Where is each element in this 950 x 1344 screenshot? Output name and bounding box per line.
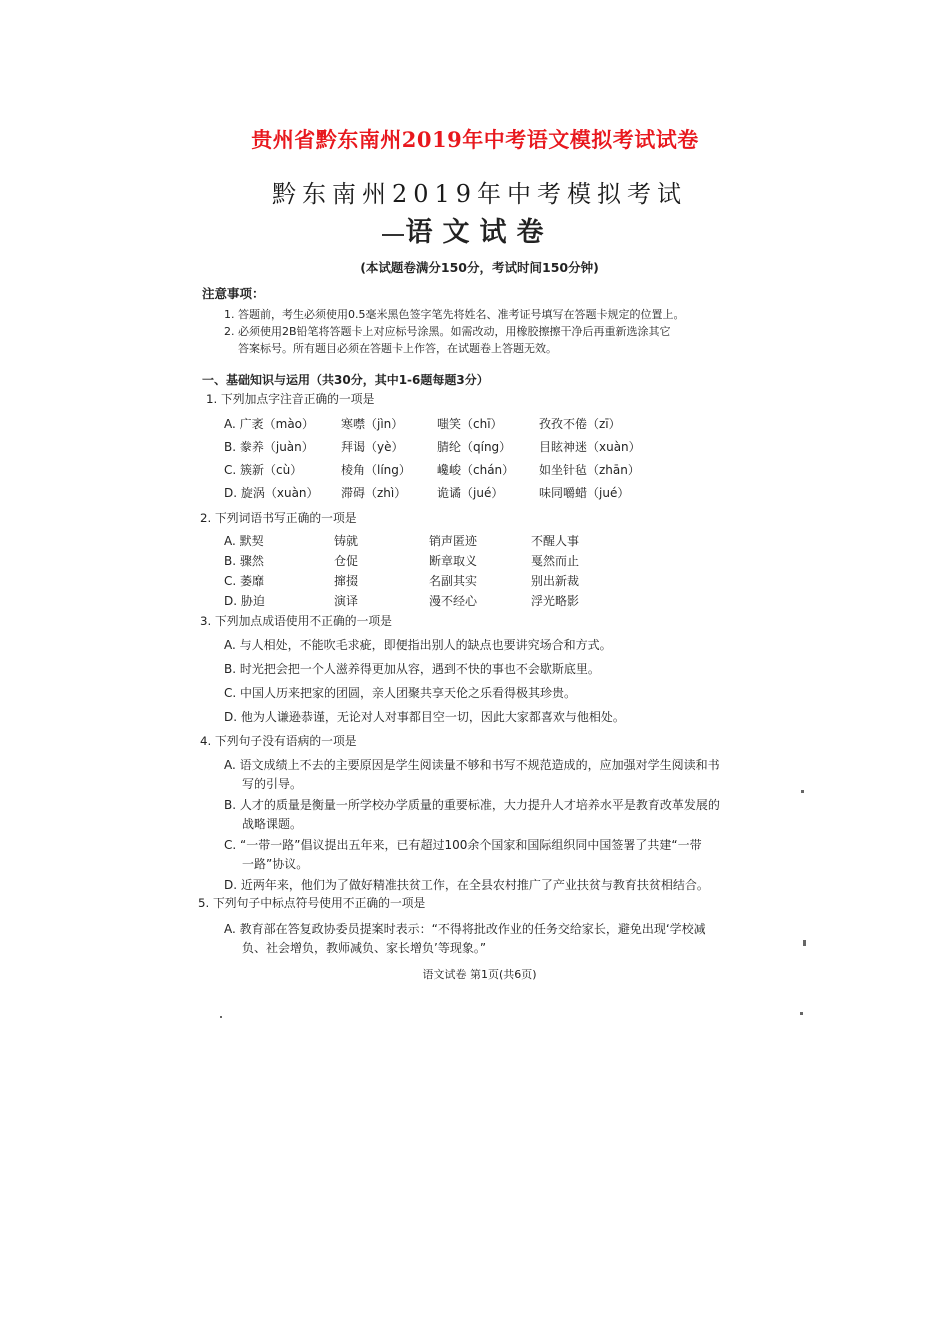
notice-item-1: 1. 答题前，考生必须使用0.5毫米黑色签字笔先将姓名、准考证号填写在答题卡规定的位置上。 xyxy=(224,308,685,321)
q1-d-4: 味同嚼蜡（jué） xyxy=(539,486,630,500)
q1-b-4: 目眩神迷（xuàn） xyxy=(539,440,641,454)
q4-line-3: B. 人才的质量是衡量一所学校办学质量的重要标准，大力提升人才培养水平是教育改革发展的 xyxy=(224,798,720,812)
subject-heading: 语文试卷 xyxy=(405,217,554,248)
question-4-stem: 4. 下列句子没有语病的一项是 xyxy=(200,734,357,748)
q1-c-2: 棱角（líng） xyxy=(341,463,411,477)
q1-a-1: A. 广袤（mào） xyxy=(224,417,315,431)
question-1-stem: 1. 下列加点字注音正确的一项是 xyxy=(206,392,375,406)
scan-speck xyxy=(803,940,806,946)
q2-d-4: 浮光略影 xyxy=(531,594,580,608)
q2-a-1: A. 默契 xyxy=(224,534,264,548)
notice-title: 注意事项： xyxy=(202,286,265,301)
scanned-exam-page xyxy=(192,172,767,982)
scan-speck xyxy=(800,1012,803,1015)
q1-b-1: B. 豢养（juàn） xyxy=(224,440,314,454)
q2-c-4: 别出新裁 xyxy=(531,574,580,588)
q2-b-4: 戛然而止 xyxy=(531,554,580,568)
q2-d-3: 漫不经心 xyxy=(429,594,478,608)
q1-c-3: 巉峻（chán） xyxy=(437,463,515,477)
q1-d-1: D. 旋涡（xuàn） xyxy=(224,486,319,500)
notice-item-2-cont: 答案标号。所有题目必须在答题卡上作答，在试题卷上答题无效。 xyxy=(238,342,557,355)
q2-a-4: 不醒人事 xyxy=(531,534,580,548)
q2-c-2: 撺掇 xyxy=(334,574,359,588)
q2-b-2: 仓促 xyxy=(334,554,359,568)
q3-line-4: D. 他为人谦逊恭谨，无论对人对事都目空一切，因此大家都喜欢与他相处。 xyxy=(224,710,625,724)
q2-d-2: 演译 xyxy=(334,594,359,608)
q1-c-4: 如坐针毡（zhān） xyxy=(539,463,640,477)
q2-c-3: 名副其实 xyxy=(429,574,478,588)
q3-line-2: B. 时光把会把一个人滋养得更加从容，遇到不快的事也不会歇斯底里。 xyxy=(224,662,600,676)
q4-line-5: C. “一带一路”倡议提出五年来，已有超过100余个国家和国际组织同中国签署了共建“一带 xyxy=(224,838,702,852)
q4-line-4: 战略课题。 xyxy=(242,817,303,831)
q2-c-1: C. 萎靡 xyxy=(224,574,265,588)
q5-line-2: 负、社会增负，教师减负、家长增负’等现象。” xyxy=(242,941,487,955)
question-5-stem: 5. 下列句子中标点符号使用不正确的一项是 xyxy=(198,896,426,910)
q4-line-6: 一路”协议。 xyxy=(242,857,309,871)
q4-line-2: 写的引导。 xyxy=(242,777,303,791)
q1-a-3: 嗤笑（chī） xyxy=(437,417,503,431)
document-title: 贵州省黔东南州2019年中考语文模拟考试试卷 xyxy=(251,127,699,152)
q3-line-1: A. 与人相处，不能吹毛求疵，即便指出别人的缺点也要讲究场合和方式。 xyxy=(224,638,612,652)
q4-line-1: A. 语文成绩上不去的主要原因是学生阅读量不够和书写不规范造成的，应加强对学生阅读和书 xyxy=(224,758,720,772)
notice-item-2: 2. 必须使用2B铅笔将答题卡上对应标号涂黑。如需改动，用橡胶擦擦干净后再重新选涂其它 xyxy=(224,325,671,338)
q1-a-4: 孜孜不倦（zī） xyxy=(539,417,621,431)
q2-b-3: 断章取义 xyxy=(429,554,478,568)
q1-d-3: 诡谲（jué） xyxy=(437,486,504,500)
question-2-stem: 2. 下列词语书写正确的一项是 xyxy=(200,511,357,525)
scan-speck xyxy=(220,1016,222,1018)
q5-line-1: A. 教育部在答复政协委员提案时表示：“不得将批改作业的任务交给家长，避免出现‘学校减 xyxy=(224,922,706,936)
q1-b-3: 腈纶（qíng） xyxy=(437,440,512,454)
q2-a-3: 销声匿迹 xyxy=(429,534,478,548)
q1-b-2: 拜谒（yè） xyxy=(341,440,404,454)
exam-heading: 黔东南州2019年中考模拟考试 xyxy=(271,180,688,208)
scan-speck xyxy=(801,790,804,793)
q2-d-1: D. 胁迫 xyxy=(224,594,265,608)
page-footer: 语文试卷 第1页(共6页) xyxy=(422,968,537,981)
q3-line-3: C. 中国人历来把家的团圆，亲人团聚共享天伦之乐看得极其珍贵。 xyxy=(224,686,577,700)
question-3-stem: 3. 下列加点成语使用不正确的一项是 xyxy=(200,614,392,628)
q2-b-1: B. 骤然 xyxy=(224,554,264,568)
q1-a-2: 寒噤（jìn） xyxy=(341,417,404,431)
q1-c-1: C. 簇新（cù） xyxy=(224,463,303,477)
score-note: (本试题卷满分150分，考试时间150分钟) xyxy=(360,260,599,275)
q2-a-2: 铸就 xyxy=(334,534,359,548)
q4-line-7: D. 近两年来，他们为了做好精准扶贫工作，在全县农村推广了产业扶贫与教育扶贫相结合。 xyxy=(224,878,709,892)
section1-heading: 一、基础知识与运用（共30分，其中1-6题每题3分） xyxy=(202,373,489,387)
q1-d-2: 滞碍（zhì） xyxy=(341,486,407,500)
